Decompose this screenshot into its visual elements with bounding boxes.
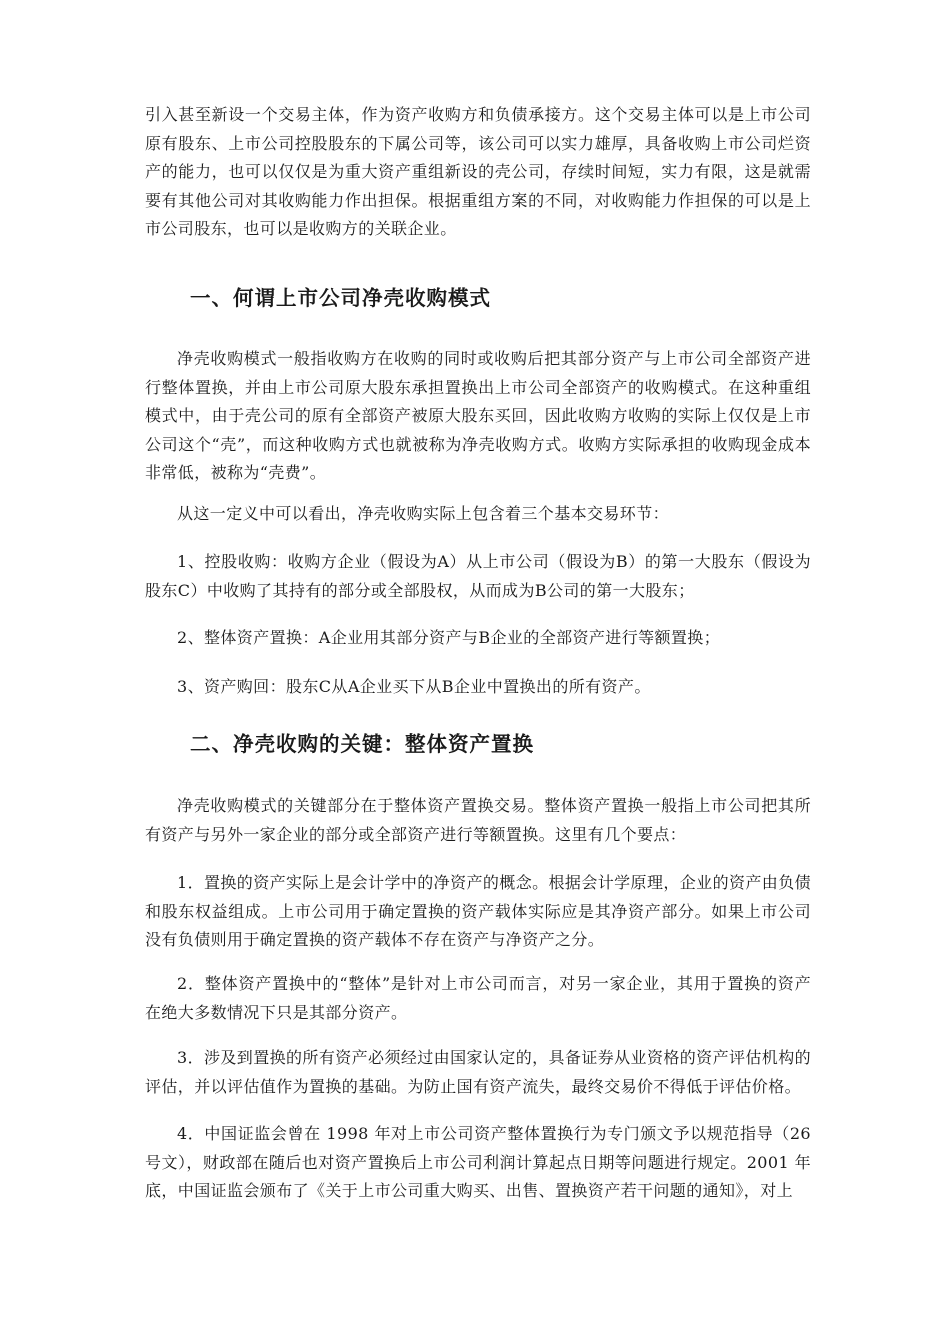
section1-list-item-3: 3、资产购回：股东C从A企业买下从B企业中置换出的所有资产。 bbox=[177, 677, 651, 696]
section1-list-item-2: 2、整体资产置换：A企业用其部分资产与B企业的全部资产进行等额置换； bbox=[177, 628, 721, 647]
section1-list-item-1: 1、控股收购：收购方企业（假设为A）从上市公司（假设为B）的第一大股东（假设为股东C）中收购了其持有的部分或全部股权，从而成为B公司的第一大股东； bbox=[145, 552, 811, 600]
section2-point-4: 4．中国证监会曾在 1998 年对上市公司资产整体置换行为专门颁文予以规范指导（26号文），财政部在随后也对资产置换后上市公司利润计算起点日期等问题进行规定。2001 年底，中国证监会颁布了《关于上市公司重大购买、出售、置换资产若干问题的通知》，对上 bbox=[145, 1124, 811, 1200]
section2-point-1: 1．置换的资产实际上是会计学中的净资产的概念。根据会计学原理，企业的资产由负债和股东权益组成。上市公司用于确定置换的资产载体实际应是其净资产部分。如果上市公司没有负债则用于确定置换的资产载体不存在资产与净资产之分。 bbox=[145, 873, 811, 949]
section1-paragraph-1: 净壳收购模式一般指收购方在收购的同时或收购后把其部分资产与上市公司全部资产进行整体置换，并由上市公司原大股东承担置换出上市公司全部资产的收购模式。在这种重组模式中，由于壳公司的原有全部资产被原大股东买回，因此收购方收购的实际上仅仅是上市公司这个“壳”，而这种收购方式也就被称为净壳收购方式。收购方实际承担的收购现金成本非常低，被称为“壳费”。 bbox=[145, 349, 811, 482]
intro-paragraph: 引入甚至新设一个交易主体，作为资产收购方和负债承接方。这个交易主体可以是上市公司原有股东、上市公司控股股东的下属公司等，该公司可以实力雄厚，具备收购上市公司烂资产的能力，也可以仅仅是为重大资产重组新设的壳公司，存续时间短，实力有限，这是就需要有其他公司对其收购能力作出担保。根据重组方案的不同，对收购能力作担保的可以是上市公司股东，也可以是收购方的关联企业。 bbox=[145, 105, 811, 238]
section2-paragraph-1: 净壳收购模式的关键部分在于整体资产置换交易。整体资产置换一般指上市公司把其所有资产与另外一家企业的部分或全部资产进行等额置换。这里有几个要点： bbox=[145, 796, 811, 844]
section-heading-2: 二、净壳收购的关键：整体资产置换 bbox=[190, 732, 534, 756]
section1-paragraph-2: 从这一定义中可以看出，净壳收购实际上包含着三个基本交易环节： bbox=[177, 504, 670, 523]
section2-point-2: 2．整体资产置换中的“整体”是针对上市公司而言，对另一家企业，其用于置换的资产在绝大多数情况下只是其部分资产。 bbox=[145, 974, 811, 1022]
section2-point-3: 3．涉及到置换的所有资产必须经过由国家认定的，具备证券从业资格的资产评估机构的评估，并以评估值作为置换的基础。为防止国有资产流失，最终交易价不得低于评估价格。 bbox=[145, 1048, 811, 1096]
section-heading-1: 一、何谓上市公司净壳收购模式 bbox=[190, 286, 491, 310]
